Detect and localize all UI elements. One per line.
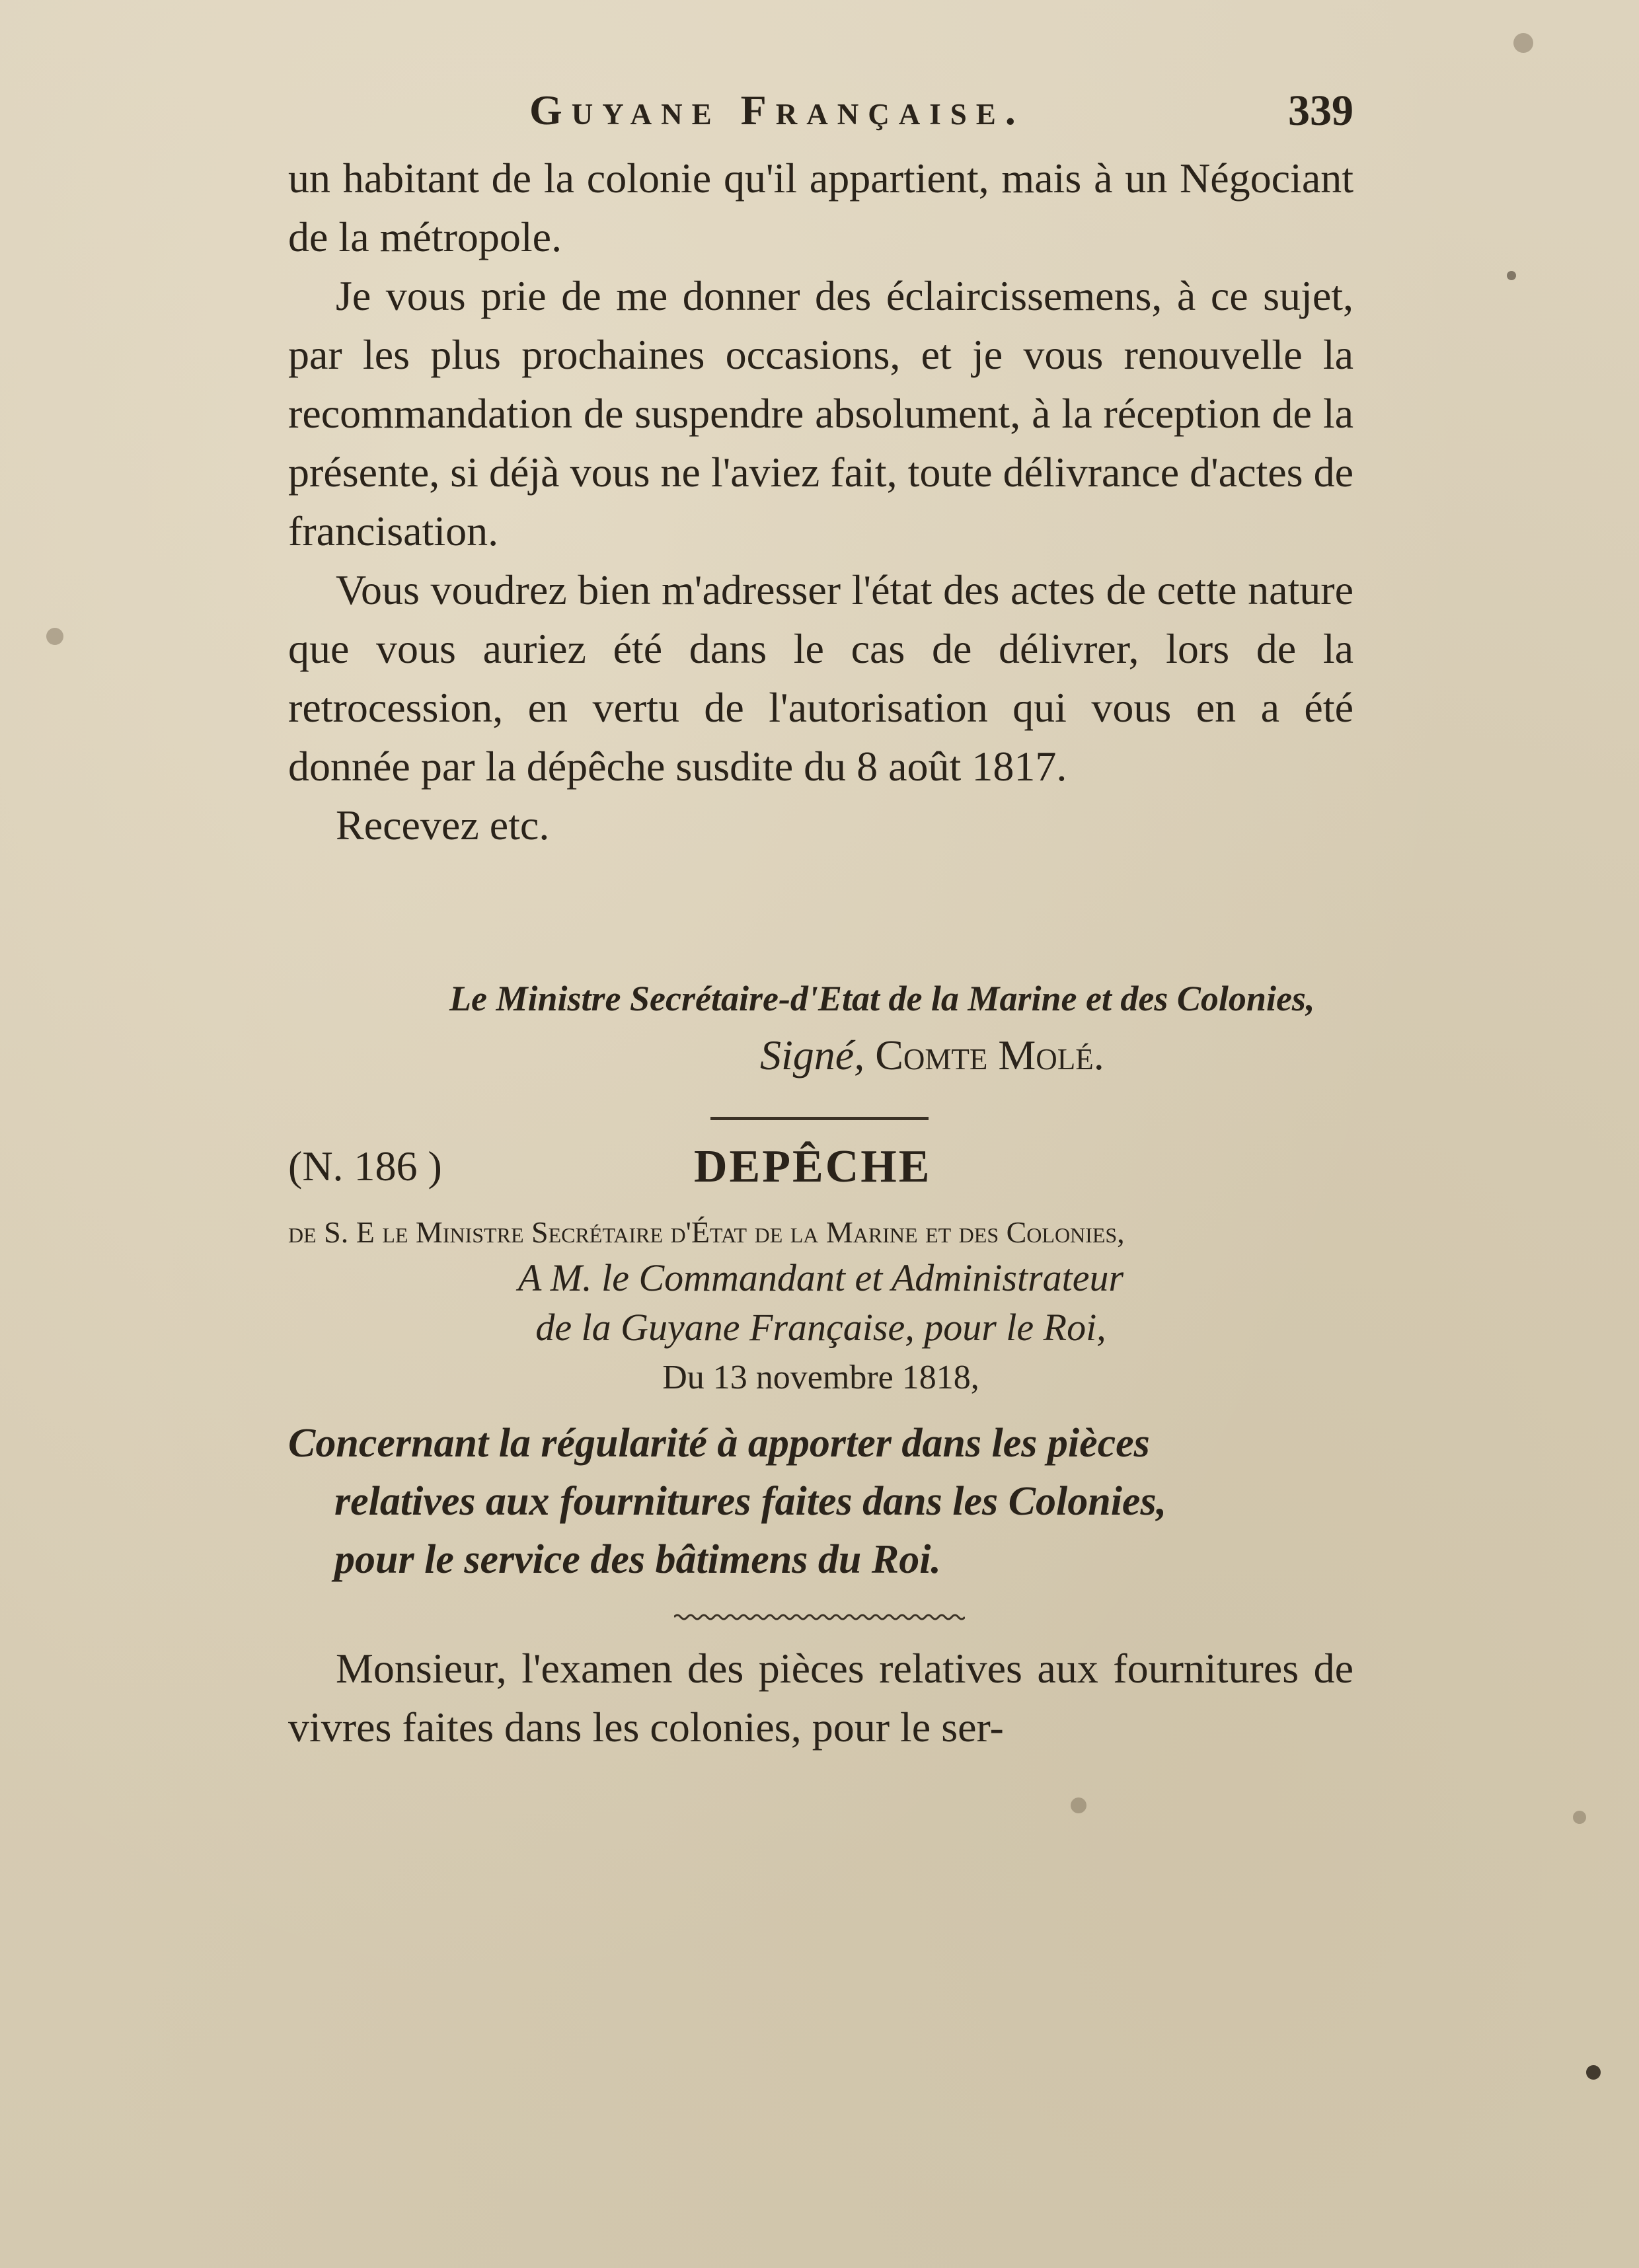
document-subject xyxy=(288,1414,1353,1589)
dispatch-opening: Monsieur, l'examen des pièces relatives aux fournitures de vivres faites dans les colonies, pour le ser- xyxy=(288,1645,1353,1751)
paper-speck xyxy=(1507,271,1516,280)
signatory-name: Comte Molé. xyxy=(875,1032,1104,1078)
document-date: Du 13 novembre 1818, xyxy=(662,1359,979,1396)
running-title: Guyane Française. xyxy=(529,87,1025,133)
paragraph-request: Je vous prie de me donner des éclaircissemens, à ce sujet, par les plus prochaines occasions, et je vous renouvelle la recommandation de suspendre absolument, à la réception de la présente, si déjà vous ne l'aviez fait, toute délivrance d'actes de francisation. xyxy=(288,272,1353,554)
paragraph-closing: Recevez etc. xyxy=(336,802,550,849)
subject-line-2: relatives aux fournitures faites dans les Colonies, xyxy=(334,1479,1167,1524)
document-authority: de S. E le Ministre Secrétaire d'État de la Marine et des Colonies, xyxy=(288,1215,1125,1249)
signed-label: Signé, xyxy=(760,1032,865,1078)
recipient-line-1: A M. le Commandant et Administrateur xyxy=(517,1256,1124,1299)
paragraph-state-of-acts: Vous voudrez bien m'adresser l'état des actes de cette nature que vous auriez été dans le cas de délivrer, lors de la retrocession, en vertu de l'autorisation qui vous en a été donnée par la dépêche susdite du 8 août 1817. xyxy=(288,566,1353,790)
paper-speck xyxy=(1071,1797,1086,1813)
page-number: 339 xyxy=(1288,87,1353,135)
signature-title: Le Ministre Secrétaire-d'Etat de la Marine et des Colonies, xyxy=(449,979,1315,1018)
document-title: DEPÊCHE xyxy=(694,1141,932,1192)
wavy-divider xyxy=(674,1612,965,1622)
paper-speck xyxy=(1573,1811,1586,1824)
section-divider xyxy=(710,1117,929,1120)
subject-line-1: Concernant la régularité à apporter dans les pièces xyxy=(288,1421,1150,1466)
signature-block xyxy=(760,1031,1104,1080)
paper-speck xyxy=(1586,2065,1601,2080)
paragraph-continuation: un habitant de la colonie qu'il appartient, mais à un Négociant de la métropole. xyxy=(288,155,1353,260)
page-header xyxy=(288,86,1353,145)
subject-line-3: pour le service des bâtimens du Roi. xyxy=(334,1537,941,1582)
recipient-line-2: de la Guyane Française, pour le Roi, xyxy=(535,1306,1106,1349)
paper-speck xyxy=(1513,33,1533,53)
letter-body xyxy=(288,149,1353,854)
paper-speck xyxy=(46,628,63,645)
dispatch-body xyxy=(288,1639,1353,1757)
document-number: (N. 186 ) xyxy=(288,1143,442,1190)
